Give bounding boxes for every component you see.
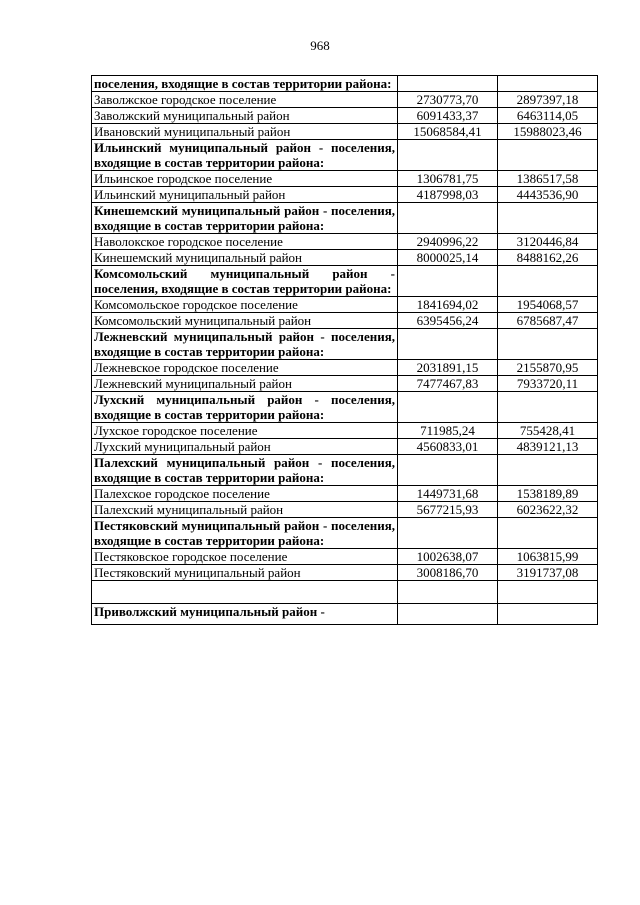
value-col-2: 7933720,11 (498, 376, 598, 392)
value-col-2: 4839121,13 (498, 439, 598, 455)
empty-cell (498, 581, 598, 604)
section-heading-row (92, 329, 598, 360)
table-row (92, 376, 598, 392)
row-label: Комсомольский муниципальный район (92, 313, 398, 329)
row-label: Наволокское городское поселение (92, 234, 398, 250)
table-row (92, 423, 598, 439)
value-col-1: 1841694,02 (398, 297, 498, 313)
empty-cell (498, 518, 598, 549)
value-col-2: 1386517,58 (498, 171, 598, 187)
value-col-1: 1449731,68 (398, 486, 498, 502)
value-col-2: 1538189,89 (498, 486, 598, 502)
value-col-1: 4187998,03 (398, 187, 498, 203)
value-col-2: 755428,41 (498, 423, 598, 439)
value-col-2: 1954068,57 (498, 297, 598, 313)
row-label: Палехский муниципальный район (92, 502, 398, 518)
value-col-1: 7477467,83 (398, 376, 498, 392)
table-row (92, 297, 598, 313)
value-col-1: 1306781,75 (398, 171, 498, 187)
section-heading-row (92, 140, 598, 171)
empty-cell (398, 140, 498, 171)
row-label: Палехское городское поселение (92, 486, 398, 502)
empty-cell (398, 518, 498, 549)
empty-cell (398, 266, 498, 297)
empty-cell (398, 203, 498, 234)
empty-cell (498, 140, 598, 171)
row-label: Лежневский муниципальный район (92, 376, 398, 392)
row-label: Комсомольское городское поселение (92, 297, 398, 313)
row-label: Пестяковский муниципальный район (92, 565, 398, 581)
value-col-1: 2031891,15 (398, 360, 498, 376)
empty-cell (398, 76, 498, 92)
value-col-1: 15068584,41 (398, 124, 498, 140)
empty-cell (398, 581, 498, 604)
table-row (92, 502, 598, 518)
empty-cell (498, 455, 598, 486)
section-heading: Лухский муниципальный район - поселения, входящие в состав территории района: (92, 392, 398, 423)
empty-cell (398, 455, 498, 486)
section-heading: Пестяковский муниципальный район - поселения, входящие в состав территории района: (92, 518, 398, 549)
value-col-2: 3191737,08 (498, 565, 598, 581)
budget-table-body (92, 76, 598, 625)
table-row (92, 124, 598, 140)
empty-cell (498, 392, 598, 423)
empty-cell (498, 266, 598, 297)
value-col-2: 3120446,84 (498, 234, 598, 250)
table-row (92, 234, 598, 250)
budget-table (91, 75, 598, 625)
table-row (92, 250, 598, 266)
table-row (92, 171, 598, 187)
value-col-1: 3008186,70 (398, 565, 498, 581)
row-label: Лежневское городское поселение (92, 360, 398, 376)
value-col-1: 4560833,01 (398, 439, 498, 455)
value-col-2: 1063815,99 (498, 549, 598, 565)
value-col-1: 6091433,37 (398, 108, 498, 124)
value-col-1: 2940996,22 (398, 234, 498, 250)
empty-cell (498, 604, 598, 625)
section-heading: Комсомольский муниципальный район - поселения, входящие в состав территории района: (92, 266, 398, 297)
table-row (92, 108, 598, 124)
value-col-2: 6785687,47 (498, 313, 598, 329)
value-col-2: 2897397,18 (498, 92, 598, 108)
section-heading-row (92, 604, 598, 625)
table-row (92, 187, 598, 203)
empty-cell (498, 203, 598, 234)
value-col-2: 4443536,90 (498, 187, 598, 203)
section-heading: Лежневский муниципальный район - поселения, входящие в состав территории района: (92, 329, 398, 360)
spacer-row (92, 581, 598, 604)
empty-cell (398, 329, 498, 360)
row-label: Кинешемский муниципальный район (92, 250, 398, 266)
empty-cell (92, 581, 398, 604)
section-heading: Ильинский муниципальный район - поселения, входящие в состав территории района: (92, 140, 398, 171)
row-label: Ильинское городское поселение (92, 171, 398, 187)
section-heading-row (92, 455, 598, 486)
value-col-2: 6463114,05 (498, 108, 598, 124)
table-row (92, 360, 598, 376)
page-number: 968 (310, 38, 330, 53)
empty-cell (498, 76, 598, 92)
section-heading: Приволжский муниципальный район - (92, 604, 398, 625)
empty-cell (498, 329, 598, 360)
section-heading: Палехский муниципальный район - поселения, входящие в состав территории района: (92, 455, 398, 486)
section-heading-row (92, 203, 598, 234)
section-heading-row (92, 76, 598, 92)
value-col-1: 8000025,14 (398, 250, 498, 266)
row-label: Пестяковское городское поселение (92, 549, 398, 565)
value-col-2: 8488162,26 (498, 250, 598, 266)
table-row (92, 92, 598, 108)
value-col-2: 6023622,32 (498, 502, 598, 518)
value-col-1: 1002638,07 (398, 549, 498, 565)
value-col-1: 5677215,93 (398, 502, 498, 518)
row-label: Лухский муниципальный район (92, 439, 398, 455)
section-heading-row (92, 518, 598, 549)
empty-cell (398, 604, 498, 625)
table-row (92, 439, 598, 455)
section-heading: Кинешемский муниципальный район - поселения, входящие в состав территории района: (92, 203, 398, 234)
row-label: Заволжское городское поселение (92, 92, 398, 108)
row-label: Заволжский муниципальный район (92, 108, 398, 124)
table-row (92, 486, 598, 502)
table-row (92, 565, 598, 581)
section-heading-row (92, 266, 598, 297)
value-col-2: 2155870,95 (498, 360, 598, 376)
section-heading: поселения, входящие в состав территории района: (92, 76, 398, 92)
row-label: Ильинский муниципальный район (92, 187, 398, 203)
value-col-1: 6395456,24 (398, 313, 498, 329)
table-row (92, 313, 598, 329)
value-col-2: 15988023,46 (498, 124, 598, 140)
section-heading-row (92, 392, 598, 423)
value-col-1: 2730773,70 (398, 92, 498, 108)
row-label: Лухское городское поселение (92, 423, 398, 439)
value-col-1: 711985,24 (398, 423, 498, 439)
empty-cell (398, 392, 498, 423)
table-row (92, 549, 598, 565)
row-label: Ивановский муниципальный район (92, 124, 398, 140)
